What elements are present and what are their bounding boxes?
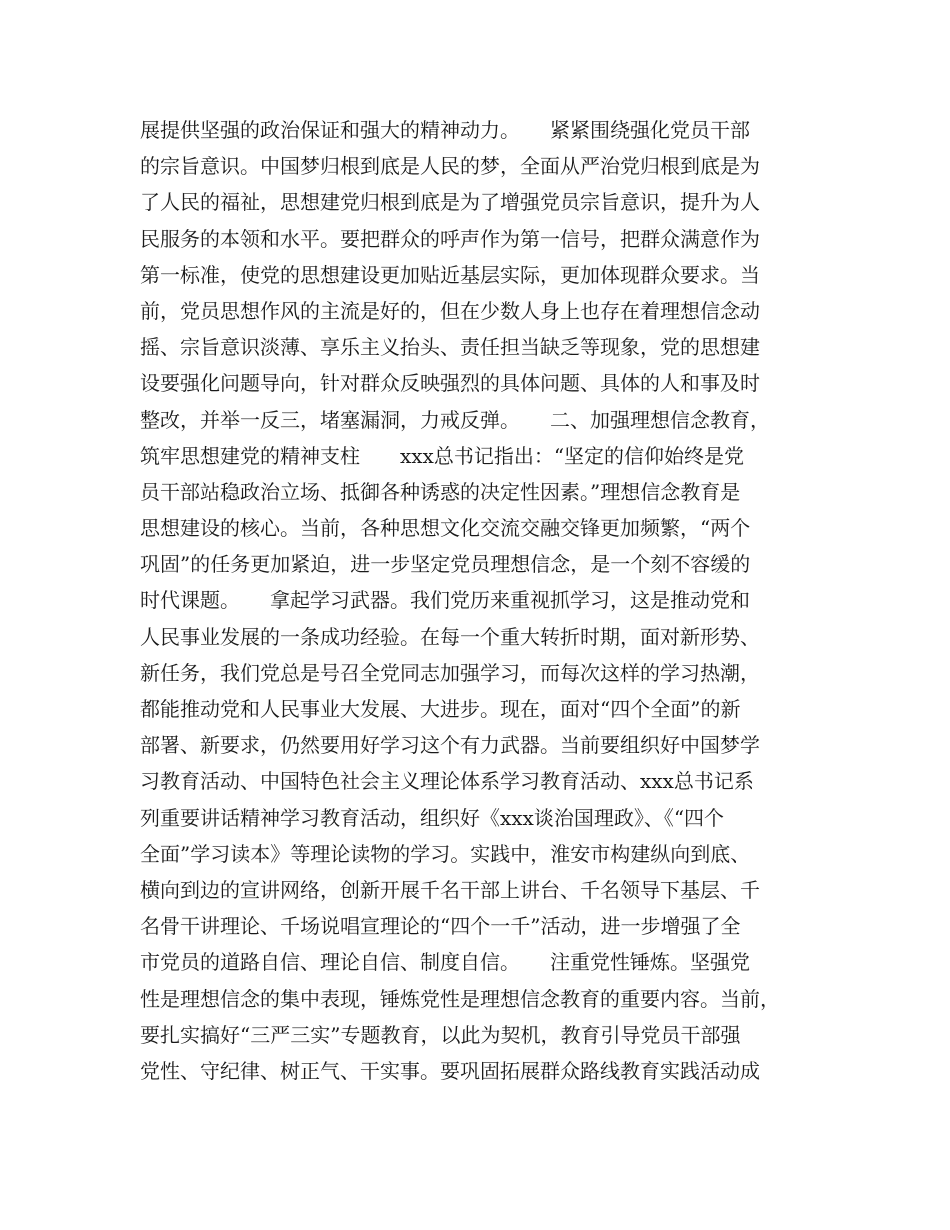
text-line: 思想建设的核心。当前，各种思想文化交流交融交锋更加频繁，“两个 (140, 516, 751, 541)
text-line: 列重要讲话精神学习教育活动，组织好《xxx谈治国理政》、《“四个 (140, 805, 725, 830)
text-line: 人民事业发展的一条成功经验。在每一个重大转折时期，面对新形势、 (140, 624, 760, 649)
text-line: 民服务的本领和水平。要把群众的呼声作为第一信号，把群众满意作为 (140, 226, 760, 251)
text-line: 第一标准，使党的思想建设更加贴近基层实际，更加体现群众要求。当 (140, 262, 760, 287)
text-line: 筑牢思想建党的精神支柱 xxx总书记指出：“坚定的信仰始终是党 (140, 443, 745, 468)
text-line: 横向到边的宣讲网络，创新开展千名干部上讲台、千名领导下基层、千 (140, 877, 760, 902)
text-line: 党性、守纪律、树正气、干实事。要巩固拓展群众路线教育实践活动成 (140, 1058, 760, 1083)
text-line: 名骨干讲理论、千场说唱宣理论的“四个一千”活动，进一步增强了全 (140, 914, 741, 939)
text-line: 整改，并举一反三，堵塞漏洞，力戒反弹。 二、加强理想信念教育， (140, 407, 770, 432)
text-line: 巩固”的任务更加紧迫，进一步坚定党员理想信念，是一个刻不容缓的 (140, 552, 751, 577)
body-text (140, 112, 820, 1089)
text-line: 市党员的道路自信、理论自信、制度自信。 注重党性锤炼。坚强党 (140, 950, 750, 975)
text-line: 前，党员思想作风的主流是好的，但在少数人身上也存在着理想信念动 (140, 298, 760, 323)
text-line: 要扎实搞好“三严三实”专题教育，以此为契机，教育引导党员干部强 (140, 1022, 741, 1047)
text-line: 全面”学习读本》等理论读物的学习。实践中，淮安市构建纵向到底、 (140, 841, 751, 866)
text-line: 习教育活动、中国特色社会主义理论体系学习教育活动、xxx总书记系 (140, 769, 754, 794)
text-line: 摇、宗旨意识淡薄、享乐主义抬头、责任担当缺乏等现象，党的思想建 (140, 335, 760, 360)
text-line: 部署、新要求，仍然要用好学习这个有力武器。当前要组织好中国梦学 (140, 733, 760, 758)
text-line: 设要强化问题导向，针对群众反映强烈的具体问题、具体的人和事及时 (140, 371, 760, 396)
text-line: 的宗旨意识。中国梦归根到底是人民的梦，全面从严治党归根到底是为 (140, 154, 760, 179)
text-line: 员干部站稳政治立场、抵御各种诱惑的决定性因素。”理想信念教育是 (140, 479, 741, 504)
text-line: 展提供坚强的政治保证和强大的精神动力。 紧紧围绕强化党员干部 (140, 118, 750, 142)
text-line: 了人民的福祉，思想建党归根到底是为了增强党员宗旨意识，提升为人 (140, 190, 760, 215)
text-line: 新任务，我们党总是号召全党同志加强学习，而每次这样的学习热潮， (140, 660, 760, 685)
text-line: 时代课题。 拿起学习武器。我们党历来重视抓学习，这是推动党和 (140, 588, 750, 613)
text-line: 都能推动党和人民事业大发展、大进步。现在，面对“四个全面”的新 (140, 697, 741, 721)
text-line: 性是理想信念的集中表现，锤炼党性是理想信念教育的重要内容。当前， (140, 986, 780, 1011)
